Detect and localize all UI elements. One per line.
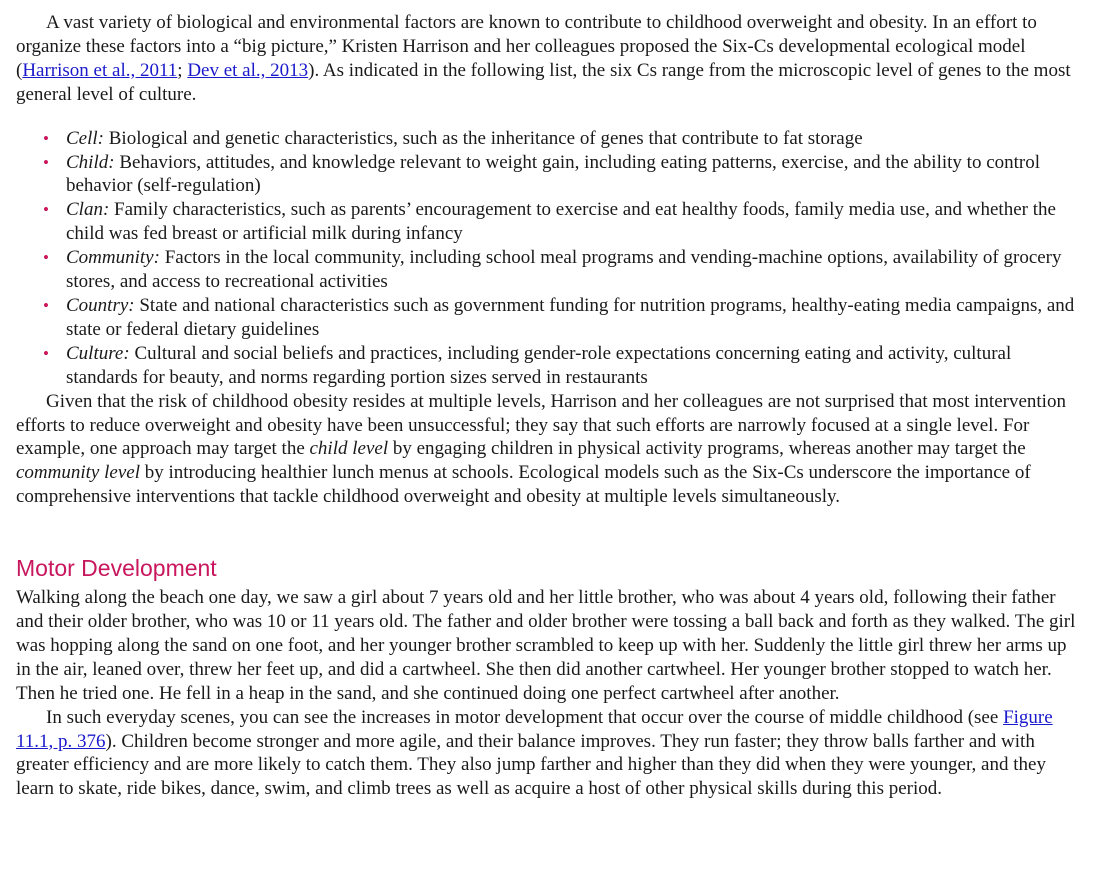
list-item-desc: Family characteristics, such as parents’ encouragement to exercise and eat healthy foods, family media use, and whether the child was fed breast or artificial milk during infancy xyxy=(66,199,1056,245)
intro-text-2: ). As indicated in the following list, the six Cs range from the microscopic level of genes to the most general level of culture. xyxy=(16,59,1071,105)
list-item-cell xyxy=(43,127,1081,151)
intervention-paragraph xyxy=(16,390,1081,510)
list-item-desc: Biological and genetic characteristics, such as the inheritance of genes that contribute to fat storage xyxy=(104,127,863,149)
everyday-text-2: ). Children become stronger and more agile, and their balance improves. They run faster; they throw balls farther and with greater efficiency and are more likely to catch them. They also jump farther and higher than they did when they were younger, and they learn to skate, ride bikes, dance, swim, and climb trees as well as acquire a host of other physical skills during this period. xyxy=(16,730,1046,800)
list-item-term: Community: xyxy=(66,247,160,269)
bullet-icon: • xyxy=(43,295,49,315)
list-item-desc: Factors in the local community, including school meal programs and vending-machine options, availability of grocery stores, and access to recreational activities xyxy=(66,247,1062,293)
list-item-culture xyxy=(43,342,1081,390)
citation-link-harrison[interactable]: Harrison et al., 2011 xyxy=(22,59,178,81)
figure-link[interactable]: Figure 11.1, p. 376 xyxy=(16,706,1053,752)
bullet-icon: • xyxy=(43,248,49,268)
intro-paragraph xyxy=(16,11,1081,107)
emphasis-child-level: child level xyxy=(309,438,389,460)
beach-paragraph: Walking along the beach one day, we saw a girl about 7 years old and her little brother, who was about 4 years old, following their father and their older brother, who was 10 or 11 years old. The father and older brother were tossing a ball back and forth as they walked. The girl was hopping along the sand on one foot, and her younger brother scrambled to keep up with her. Suddenly the little girl threw her arms up in the air, leaned over, threw her feet up, and did a cartwheel. She then did another cartwheel. Her younger brother stopped to watch her. Then he tried one. He fell in a heap in the sand, and she continued doing one perfect cartwheel after another. xyxy=(16,587,1076,704)
everyday-text-1: In such everyday scenes, you can see the increases in motor development that occur over the course of middle childhood (see xyxy=(46,706,1004,728)
bullet-icon: • xyxy=(43,200,49,220)
bullet-icon: • xyxy=(43,128,49,148)
intro-text-1: A vast variety of biological and environmental factors are known to contribute to childhood overweight and obesity. In an effort to organize these factors into a “big picture,” Kristen Harrison and her colleagues proposed the Six-Cs developmental ecological model ( xyxy=(16,12,1037,81)
list-item-term: Child: xyxy=(66,151,115,173)
list-item-community xyxy=(43,246,1081,294)
list-item-desc: Behaviors, attitudes, and knowledge relevant to weight gain, including eating patterns, exercise, and the ability to control behavior (self-regulation) xyxy=(66,151,1041,197)
list-item-clan xyxy=(43,198,1081,246)
list-item-term: Cell: xyxy=(66,127,104,149)
list-item-term: Country: xyxy=(66,294,135,316)
six-cs-list xyxy=(16,127,1081,390)
list-item-child xyxy=(43,151,1081,199)
intervention-text-2: by engaging children in physical activity programs, whereas another may target the xyxy=(388,438,1026,460)
list-item-desc: State and national characteristics such as government funding for nutrition programs, healthy-eating media campaigns, and state or federal dietary guidelines xyxy=(66,294,1075,340)
citation-link-dev[interactable]: Dev et al., 2013 xyxy=(187,59,309,81)
intervention-text-1: Given that the risk of childhood obesity resides at multiple levels, Harrison and her colleagues are not surprised that most intervention efforts to reduce overweight and obesity have been unsuccessful; they say that such efforts are narrowly focused at a single level. For example, one approach may target the xyxy=(16,390,1066,460)
section-heading: Motor Development xyxy=(16,555,217,582)
list-item-term: Culture: xyxy=(66,342,130,364)
list-item-term: Clan: xyxy=(66,199,110,221)
bullet-icon: • xyxy=(43,343,49,363)
bullet-icon: • xyxy=(43,152,49,172)
citation-separator: ; xyxy=(177,59,188,81)
list-item-desc: Cultural and social beliefs and practices, including gender-role expectations concerning eating and activity, cultural standards for beauty, and norms regarding portion sizes served in restaurants xyxy=(66,342,1012,388)
emphasis-community-level: community level xyxy=(16,462,140,484)
list-item-country xyxy=(43,294,1081,342)
intervention-text-3: by introducing healthier lunch menus at schools. Ecological models such as the Six-Cs underscore the importance of comprehensive interventions that tackle childhood overweight and obesity at multiple levels simultaneously. xyxy=(16,462,1031,508)
everyday-paragraph xyxy=(16,706,1081,802)
